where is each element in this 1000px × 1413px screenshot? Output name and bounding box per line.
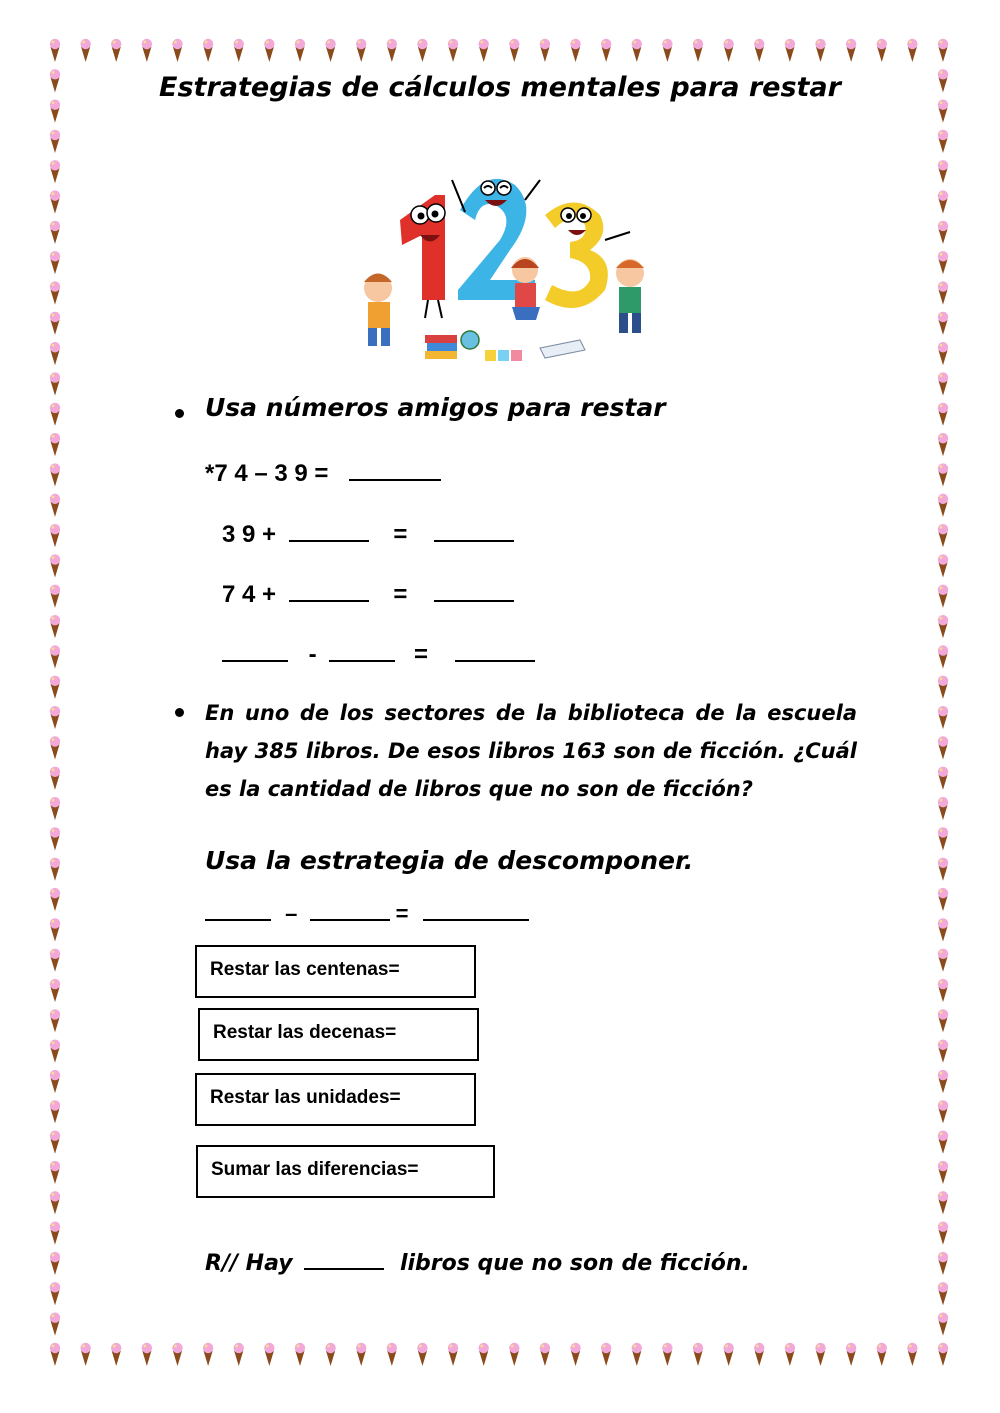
ice-cream-cone-icon <box>50 615 60 638</box>
ice-cream-cone-icon <box>938 372 948 395</box>
ice-cream-cone-icon <box>601 1343 611 1366</box>
ice-cream-cone-icon <box>448 39 458 62</box>
ice-cream-cone-icon <box>938 615 948 638</box>
answer-blank[interactable] <box>434 518 514 542</box>
ice-cream-cone-icon <box>938 797 948 820</box>
ice-cream-cone-icon <box>570 39 580 62</box>
strategy-instruction: Usa la estrategia de descomponer. <box>205 846 694 875</box>
ice-cream-cone-icon <box>356 39 366 62</box>
ice-cream-cone-icon <box>938 190 948 213</box>
ice-cream-cone-icon <box>50 1161 60 1184</box>
ice-cream-cone-icon <box>325 1343 335 1366</box>
ice-cream-cone-icon <box>50 190 60 213</box>
ice-cream-cone-icon <box>509 39 519 62</box>
ice-cream-cone-icon <box>938 585 948 608</box>
ice-cream-cone-icon <box>172 39 182 62</box>
box-restar-centenas[interactable] <box>195 945 476 998</box>
number-three-character <box>545 203 630 309</box>
answer-blank[interactable] <box>205 897 271 921</box>
ice-cream-cone-icon <box>938 1070 948 1093</box>
ice-cream-cone-icon <box>815 39 825 62</box>
ice-cream-cone-icon <box>50 888 60 911</box>
ice-cream-cone-icon <box>50 494 60 517</box>
word-problem-text: En uno de los sectores de la biblioteca de la escuela hay 385 libros. De esos libros 163 son de ficción. ¿Cuál es la cantidad de libros que no son de ficción? <box>205 701 857 801</box>
box-restar-decenas[interactable] <box>198 1008 479 1061</box>
answer-blank[interactable] <box>289 518 369 542</box>
answer-blank[interactable] <box>222 638 288 662</box>
ice-cream-cone-icon <box>50 251 60 274</box>
answer-prefix: R// Hay <box>205 1251 293 1276</box>
number-one-character <box>400 195 445 318</box>
ice-cream-cone-icon <box>509 1343 519 1366</box>
ice-cream-cone-icon <box>111 39 121 62</box>
equation-line-4 <box>222 638 535 669</box>
box-label: Restar las decenas= <box>213 1022 397 1043</box>
ice-cream-cone-icon <box>356 1343 366 1366</box>
ice-cream-cone-icon <box>877 39 887 62</box>
ice-cream-cone-icon <box>50 1221 60 1244</box>
ice-cream-cone-icon <box>907 39 917 62</box>
box-label: Sumar las diferencias= <box>211 1159 419 1180</box>
ice-cream-cone-icon <box>50 524 60 547</box>
ice-cream-cone-icon <box>938 160 948 183</box>
ice-cream-cone-icon <box>50 281 60 304</box>
equals-sign: = <box>395 901 409 926</box>
ice-cream-cone-icon <box>815 1343 825 1366</box>
ice-cream-cone-icon <box>662 39 672 62</box>
ice-cream-cone-icon <box>938 524 948 547</box>
ice-cream-cone-icon <box>50 403 60 426</box>
ice-cream-cone-icon <box>50 1191 60 1214</box>
ice-cream-cone-icon <box>417 39 427 62</box>
ice-cream-cone-icon <box>50 130 60 153</box>
ice-cream-cone-icon <box>907 1343 917 1366</box>
ice-cream-cone-icon <box>938 1343 948 1366</box>
ice-cream-cone-icon <box>938 767 948 790</box>
ice-cream-cone-icon <box>723 1343 733 1366</box>
bullet-point <box>175 708 184 717</box>
ice-cream-cone-icon <box>938 858 948 881</box>
ice-cream-cone-icon <box>938 1221 948 1244</box>
books-and-globe <box>425 331 585 361</box>
ice-cream-cone-icon <box>234 39 244 62</box>
ice-cream-cone-icon <box>754 39 764 62</box>
ice-cream-cone-icon <box>723 39 733 62</box>
ice-cream-cone-icon <box>50 554 60 577</box>
ice-cream-cone-icon <box>478 1343 488 1366</box>
kid-left <box>364 274 392 347</box>
ice-cream-cone-icon <box>50 1009 60 1032</box>
ice-cream-cone-icon <box>80 39 90 62</box>
ice-cream-cone-icon <box>50 585 60 608</box>
ice-cream-cone-icon <box>50 1070 60 1093</box>
ice-cream-cone-icon <box>50 342 60 365</box>
ice-cream-cone-icon <box>50 979 60 1002</box>
ice-cream-cone-icon <box>938 494 948 517</box>
minus-sign: - <box>308 641 317 668</box>
answer-blank[interactable] <box>423 897 529 921</box>
ice-cream-cone-icon <box>693 39 703 62</box>
ice-cream-cone-icon <box>50 463 60 486</box>
ice-cream-cone-icon <box>387 1343 397 1366</box>
answer-blank[interactable] <box>349 457 441 481</box>
ice-cream-cone-icon <box>50 1131 60 1154</box>
equals-sign: = <box>393 521 408 548</box>
ice-cream-cone-icon <box>387 39 397 62</box>
ice-cream-cone-icon <box>938 342 948 365</box>
ice-cream-cone-icon <box>693 1343 703 1366</box>
ice-cream-cone-icon <box>417 1343 427 1366</box>
ice-cream-cone-icon <box>846 1343 856 1366</box>
ice-cream-cone-icon <box>938 827 948 850</box>
ice-cream-cone-icon <box>846 39 856 62</box>
ice-cream-cone-icon <box>662 1343 672 1366</box>
equation-line-1 <box>205 457 441 488</box>
ice-cream-cone-icon <box>80 1343 90 1366</box>
equation-operand: 7 4 + <box>222 581 277 608</box>
ice-cream-cone-icon <box>478 39 488 62</box>
ice-cream-cone-icon <box>938 221 948 244</box>
ice-cream-cone-icon <box>938 251 948 274</box>
ice-cream-cone-icon <box>877 1343 887 1366</box>
ice-cream-cone-icon <box>540 39 550 62</box>
ice-cream-cone-icon <box>938 645 948 668</box>
ice-cream-cone-icon <box>938 281 948 304</box>
kid-right <box>616 259 644 333</box>
box-label: Restar las centenas= <box>210 959 400 980</box>
bullet-point <box>175 409 184 418</box>
answer-blank[interactable] <box>434 578 514 602</box>
ice-cream-cone-icon <box>785 1343 795 1366</box>
ice-cream-cone-icon <box>234 1343 244 1366</box>
ice-cream-cone-icon <box>754 1343 764 1366</box>
ice-cream-cone-icon <box>142 39 152 62</box>
ice-cream-cone-icon <box>601 39 611 62</box>
box-label: Restar las unidades= <box>210 1087 401 1108</box>
ice-cream-cone-icon <box>938 1252 948 1275</box>
answer-line <box>205 1250 750 1276</box>
ice-cream-cone-icon <box>938 676 948 699</box>
ice-cream-cone-icon <box>938 736 948 759</box>
kid-middle <box>511 257 540 320</box>
ice-cream-cone-icon <box>540 1343 550 1366</box>
answer-blank[interactable] <box>455 638 535 662</box>
ice-cream-cone-icon <box>938 1040 948 1063</box>
ice-cream-cone-icon <box>50 312 60 335</box>
ice-cream-cone-icon <box>111 1343 121 1366</box>
ice-cream-cone-icon <box>50 797 60 820</box>
ice-cream-cone-icon <box>938 554 948 577</box>
ice-cream-cone-icon <box>785 39 795 62</box>
ice-cream-cone-icon <box>50 1100 60 1123</box>
answer-suffix: libros que no son de ficción. <box>399 1251 750 1276</box>
equation-line-3 <box>222 578 514 609</box>
section-heading-friendly-numbers: Usa números amigos para restar <box>205 393 666 422</box>
ice-cream-cone-icon <box>50 827 60 850</box>
ice-cream-cone-icon <box>632 1343 642 1366</box>
numbers-123-kids-illustration <box>340 140 685 390</box>
ice-cream-cone-icon <box>50 918 60 941</box>
ice-cream-cone-icon <box>264 1343 274 1366</box>
ice-cream-cone-icon <box>50 736 60 759</box>
box-sumar-diferencias[interactable] <box>196 1145 495 1198</box>
ice-cream-cone-icon <box>50 1252 60 1275</box>
ice-cream-cone-icon <box>50 1040 60 1063</box>
ice-cream-cone-icon <box>295 39 305 62</box>
ice-cream-cone-icon <box>938 463 948 486</box>
ice-cream-cone-icon <box>50 767 60 790</box>
answer-blank[interactable] <box>289 578 369 602</box>
ice-cream-cone-icon <box>295 1343 305 1366</box>
equation-operand: 3 9 + <box>222 521 277 548</box>
page-title: Estrategias de cálculos mentales para restar <box>159 72 841 103</box>
ice-cream-cone-icon <box>50 39 60 62</box>
ice-cream-cone-icon <box>203 1343 213 1366</box>
ice-cream-cone-icon <box>448 1343 458 1366</box>
ice-cream-cone-icon <box>938 403 948 426</box>
ice-cream-cone-icon <box>325 39 335 62</box>
minus-sign: – <box>285 901 298 926</box>
ice-cream-cone-icon <box>50 160 60 183</box>
ice-cream-cone-icon <box>632 39 642 62</box>
equation-line-2 <box>222 518 514 549</box>
equals-sign: = <box>414 641 429 668</box>
ice-cream-cone-icon <box>50 706 60 729</box>
ice-cream-cone-icon <box>142 1343 152 1366</box>
ice-cream-cone-icon <box>938 979 948 1002</box>
ice-cream-cone-icon <box>938 1191 948 1214</box>
ice-cream-cone-icon <box>938 1131 948 1154</box>
answer-blank[interactable] <box>310 897 390 921</box>
ice-cream-cone-icon <box>264 39 274 62</box>
ice-cream-cone-icon <box>50 858 60 881</box>
ice-cream-cone-icon <box>938 1282 948 1305</box>
ice-cream-cone-icon <box>938 1009 948 1032</box>
ice-cream-cone-icon <box>50 433 60 456</box>
ice-cream-cone-icon <box>938 1312 948 1335</box>
ice-cream-cone-icon <box>50 645 60 668</box>
ice-cream-cone-icon <box>938 130 948 153</box>
decompose-equation <box>205 897 529 927</box>
ice-cream-cone-icon <box>50 372 60 395</box>
ice-cream-cone-icon <box>50 221 60 244</box>
ice-cream-cone-icon <box>938 312 948 335</box>
ice-cream-cone-icon <box>938 39 948 62</box>
ice-cream-cone-icon <box>50 1312 60 1335</box>
answer-blank[interactable] <box>304 1250 384 1270</box>
ice-cream-cone-icon <box>938 1100 948 1123</box>
ice-cream-cone-icon <box>50 676 60 699</box>
ice-cream-cone-icon <box>50 1282 60 1305</box>
ice-cream-cone-icon <box>50 1343 60 1366</box>
equation-expression: *7 4 – 3 9 = <box>205 460 329 487</box>
box-restar-unidades[interactable] <box>195 1073 476 1126</box>
ice-cream-cone-icon <box>938 888 948 911</box>
ice-cream-cone-icon <box>938 706 948 729</box>
ice-cream-cone-icon <box>938 949 948 972</box>
ice-cream-cone-icon <box>570 1343 580 1366</box>
ice-cream-cone-icon <box>203 39 213 62</box>
ice-cream-cone-icon <box>172 1343 182 1366</box>
equals-sign: = <box>393 581 408 608</box>
ice-cream-cone-icon <box>50 949 60 972</box>
answer-blank[interactable] <box>329 638 395 662</box>
ice-cream-cone-icon <box>938 433 948 456</box>
ice-cream-cone-icon <box>938 1161 948 1184</box>
ice-cream-cone-icon <box>938 918 948 941</box>
